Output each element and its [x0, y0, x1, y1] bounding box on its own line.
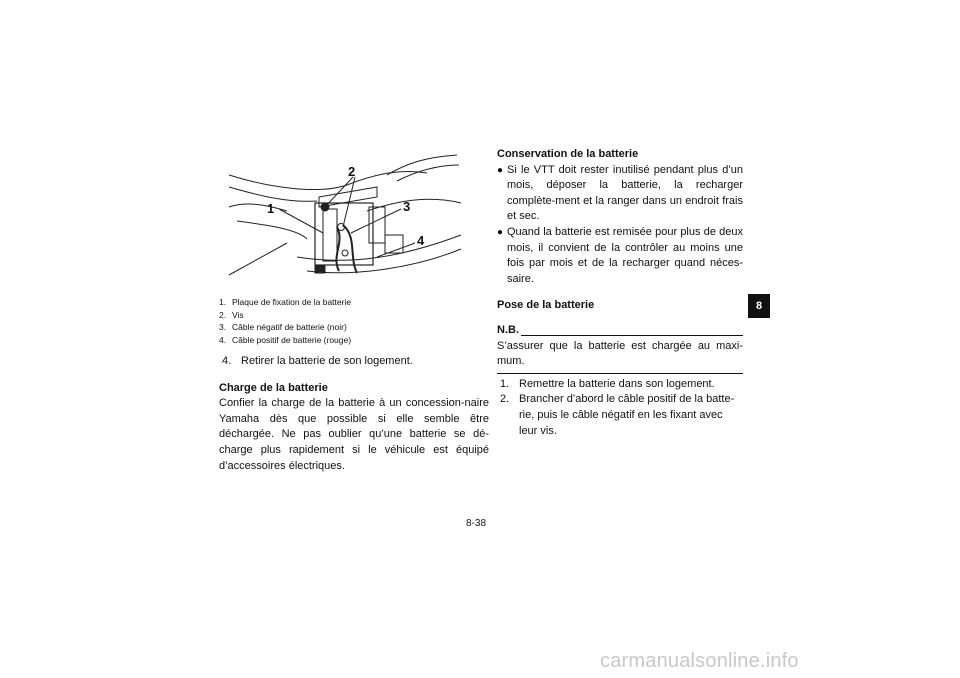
- nb-label: N.B.: [497, 323, 519, 336]
- step-number: 4.: [222, 355, 232, 367]
- step-text: Retirer la batterie de son logement.: [241, 355, 413, 367]
- caption-text: Vis: [232, 309, 244, 320]
- caption-number: 1.: [219, 297, 227, 307]
- caption-text: Câble positif de batterie (rouge): [232, 334, 352, 345]
- callout-3: 3: [403, 199, 411, 214]
- nb-text: S’assurer que la batterie est chargée au maxi-mum.: [497, 339, 743, 368]
- caption-number: 3.: [219, 322, 227, 332]
- nb-header: [497, 323, 743, 339]
- caption-text: Câble négatif de batterie (noir): [232, 322, 347, 332]
- caption-item: [219, 309, 489, 322]
- step-item: [497, 377, 743, 393]
- left-column: [219, 354, 489, 474]
- bullet-text: Si le VTT doit rester inutilisé pendant plus d’un mois, déposer la batterie, la recharger complète-ment et la ranger dans un endroit frais et sec.: [507, 163, 743, 223]
- figure-caption: [219, 296, 489, 346]
- step-number: 2.: [500, 393, 510, 406]
- step-item: [219, 354, 489, 370]
- section-heading-charge: Charge de la batterie: [219, 381, 328, 394]
- callout-2: 2: [348, 164, 356, 179]
- bullet-icon: ●: [497, 164, 504, 176]
- nb-top-rule: [521, 335, 743, 336]
- caption-text: Plaque de fixation de la batterie: [232, 297, 352, 307]
- section-heading-conservation: Conservation de la batterie: [497, 148, 639, 160]
- charge-paragraph: Confier la charge de la batterie à un concession-naire Yamaha dès que possible si elle semble être déchargée. Ne pas oublier qu’une batterie se dé-charge plus rapidement si le véhicule est équipé d’accessoires électriques.: [219, 397, 489, 472]
- step-number: 1.: [500, 377, 510, 390]
- caption-item: [219, 334, 489, 347]
- nb-bottom-rule: [497, 373, 743, 374]
- callout-1: 1: [267, 201, 275, 216]
- caption-number: 4.: [219, 334, 227, 345]
- step-item: [497, 392, 743, 439]
- right-column: [497, 147, 743, 439]
- caption-item: [219, 296, 489, 309]
- caption-number: 2.: [219, 309, 227, 320]
- step-text: Brancher d’abord le câble positif de la batte-rie, puis le câble négatif en les fixant avec leur vis.: [519, 393, 735, 437]
- bullet-icon: ●: [497, 226, 504, 238]
- bullet-item: [497, 163, 743, 225]
- bullet-item: [497, 225, 743, 287]
- callout-4: 4: [417, 233, 425, 248]
- bullet-text: Quand la batterie est remisée pour plus de deux mois, il convient de la contrôler au moins une fois par mois et de la recharger quand néces-saire.: [507, 225, 743, 285]
- caption-item: [219, 321, 489, 334]
- battery-illustration: [227, 147, 463, 291]
- watermark: carmanualsonline.info: [600, 650, 799, 672]
- section-heading-pose: Pose de la batterie: [497, 299, 595, 312]
- page-number: 8-38: [466, 518, 487, 529]
- step-text: Remettre la batterie dans son logement.: [519, 377, 715, 390]
- chapter-tab: 8: [748, 294, 770, 318]
